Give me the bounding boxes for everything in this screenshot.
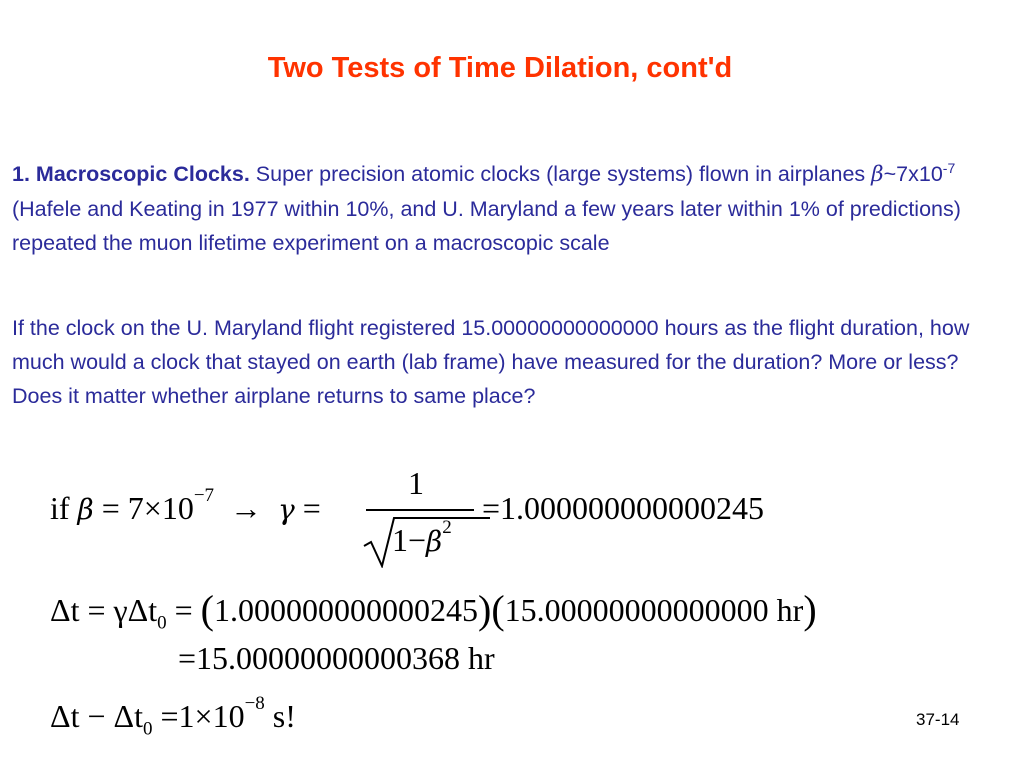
eq2-gamma-value: 1.000000000000245 xyxy=(214,592,478,628)
slide-title: Two Tests of Time Dilation, cont'd xyxy=(267,52,733,84)
eq2-time-value: 15.00000000000000 hr xyxy=(504,592,804,628)
paragraph-text-a: Super precision atomic clocks (large systems) flown in airplanes xyxy=(249,162,872,186)
slide-number: 37-14 xyxy=(916,710,960,729)
paragraph-macroscopic-clocks xyxy=(12,157,1012,260)
fraction-bar xyxy=(366,509,474,511)
eq1-result: =1.000000000000245 xyxy=(482,490,765,526)
den-beta: β xyxy=(426,525,443,558)
eq4-tail: s! xyxy=(264,698,296,734)
fraction-denominator xyxy=(392,517,452,559)
eq1-beta: β xyxy=(77,493,94,526)
paragraph-heading: 1. Macroscopic Clocks. xyxy=(12,162,250,186)
beta-symbol: β xyxy=(871,162,884,187)
equation-gamma xyxy=(50,485,321,527)
equation-result-time: =15.00000000000368 hr xyxy=(178,640,495,676)
eq1-equals: = xyxy=(302,490,321,526)
eq2-lhs: Δt = γΔt xyxy=(50,592,158,628)
arrow-icon: → xyxy=(230,490,263,526)
eq4-sub: 0 xyxy=(142,718,153,740)
eq4-lhs: Δt − Δt xyxy=(50,698,143,734)
fraction-numerator: 1 xyxy=(408,465,424,501)
eq1-exp: −7 xyxy=(193,485,215,507)
equation-difference xyxy=(50,693,296,740)
paragraph-question: If the clock on the U. Maryland flight registered 15.00000000000000 hours as the flight duration, how much would a clock that stayed on earth (lab frame) have measured for the duration? More or less? Does it matter whether airplane returns to same place? xyxy=(12,316,970,408)
eq4-mid: =1×10 xyxy=(152,698,245,734)
paragraph-text-b: ~7x10 xyxy=(883,162,943,186)
eq1-value: = 7×10 xyxy=(101,490,194,526)
eq2-sub: 0 xyxy=(157,612,167,634)
eq2-equals: = xyxy=(166,592,201,628)
eq4-exp: −8 xyxy=(244,693,265,715)
eq1-gamma: γ xyxy=(278,493,295,526)
paragraph-text-c: (Hafele and Keating in 1977 within 10%, and U. Maryland a few years later within 1% of predictions) repeated the muon lifetime experiment on a macroscopic scale xyxy=(12,197,961,255)
den-one: 1− xyxy=(392,522,427,558)
exponent: -7 xyxy=(942,159,956,176)
equation-delta-t: Δt = γΔt$_0$ = (1.000000000000245)(15.00000000000000 hr) xyxy=(50,587,817,634)
den-exp: 2 xyxy=(442,517,452,539)
eq1-if: if xyxy=(50,490,70,526)
